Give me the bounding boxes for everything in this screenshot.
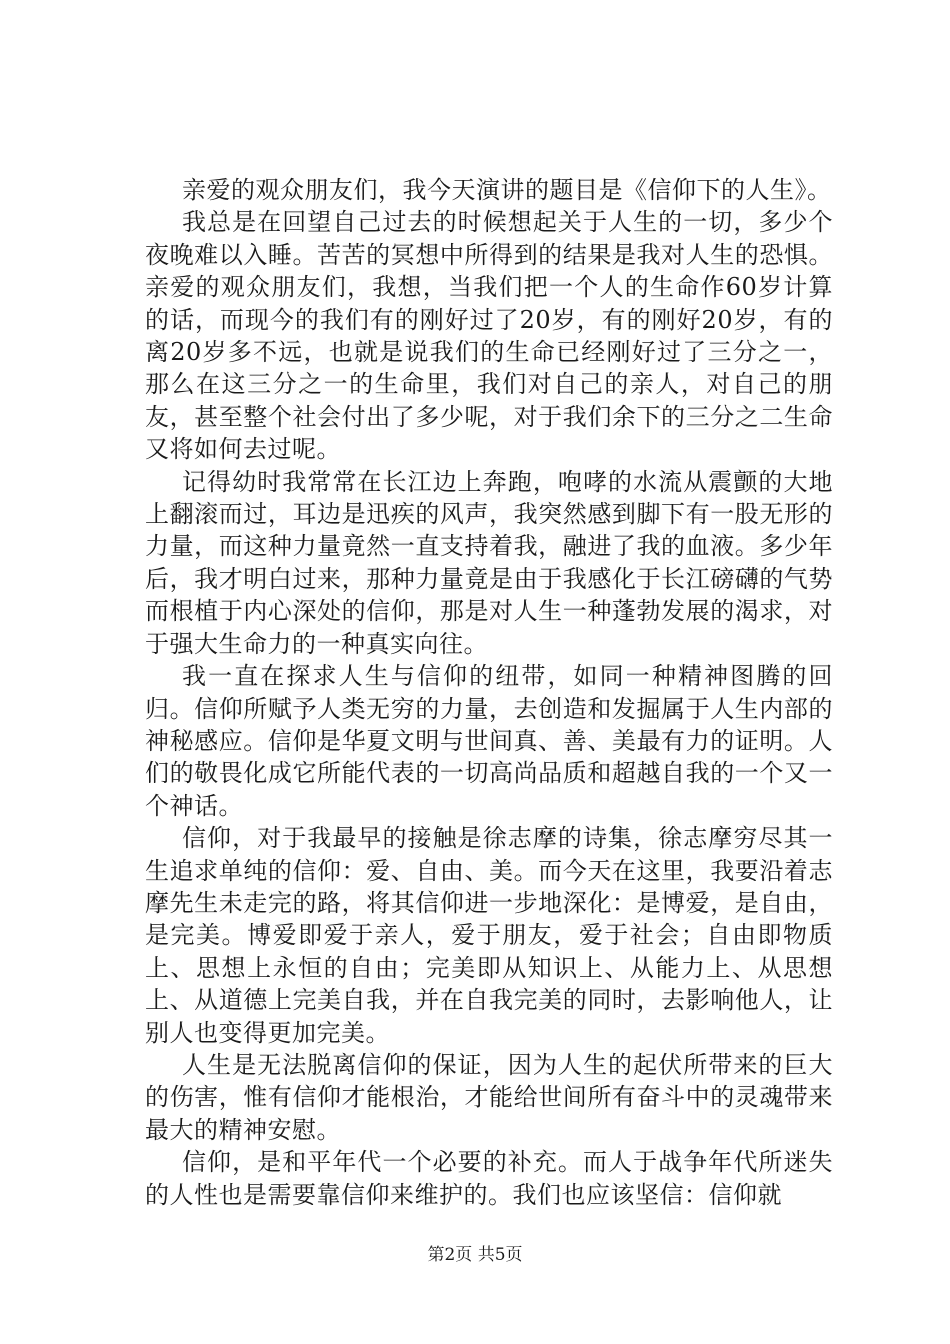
page-footer bbox=[0, 1244, 950, 1266]
document-body bbox=[145, 174, 833, 1211]
paragraph-5: 信仰，对于我最早的接触是徐志摩的诗集，徐志摩穷尽其一生追求单纯的信仰：爱、自由、美。而今天在这里，我要沿着志摩先生未走完的路，将其信仰进一步地深化：是博爱，是自由，是完美。博爱即爱于亲人，爱于朋友，爱于社会；自由即物质上、思想上永恒的自由；完美即从知识上、从能力上、从思想上、从道德上完美自我，并在自我完美的同时，去影响他人，让别人也变得更加完美。 bbox=[145, 824, 833, 1047]
paragraph-2: 我总是在回望自己过去的时候想起关于人生的一切，多少个夜晚难以入睡。苦苦的冥想中所得到的结果是我对人生的恐惧。亲爱的观众朋友们，我想，当我们把一个人的生命作60岁计算的话，而现今的我们有的刚好过了20岁，有的刚好20岁，有的离20岁多不远，也就是说我们的生命已经刚好过了三分之一，那么在这三分之一的生命里，我们对自己的亲人，对自己的朋友，甚至整个社会付出了多少呢，对于我们余下的三分之二生命又将如何去过呢。 bbox=[145, 208, 833, 464]
paragraph-6: 人生是无法脱离信仰的保证，因为人生的起伏所带来的巨大的伤害，惟有信仰才能根治，才能给世间所有奋斗中的灵魂带来最大的精神安慰。 bbox=[145, 1050, 833, 1144]
paragraph-3: 记得幼时我常常在长江边上奔跑，咆哮的水流从震颤的大地上翻滚而过，耳边是迅疾的风声，我突然感到脚下有一股无形的力量，而这种力量竟然一直支持着我，融进了我的血液。多少年后，我才明白过来，那种力量竟是由于我感化于长江磅礴的气势而根植于内心深处的信仰，那是对人生一种蓬勃发展的渴求，对于强大生命力的一种真实向往。 bbox=[145, 467, 833, 658]
paragraph-4: 我一直在探求人生与信仰的纽带，如同一种精神图腾的回归。信仰所赋予人类无穷的力量，去创造和发掘属于人生内部的神秘感应。信仰是华夏文明与世间真、善、美最有力的证明。人们的敬畏化成它所能代表的一切高尚品质和超越自我的一个又一个神话。 bbox=[145, 662, 833, 820]
paragraph-7: 信仰，是和平年代一个必要的补充。而人于战争年代所迷失的人性也是需要靠信仰来维护的。我们也应该坚信：信仰就 bbox=[145, 1148, 833, 1209]
page-number-label: 第2页 共5页 bbox=[427, 1245, 523, 1265]
paragraph-1: 亲爱的观众朋友们，我今天演讲的题目是《信仰下的人生》。 bbox=[182, 176, 832, 204]
